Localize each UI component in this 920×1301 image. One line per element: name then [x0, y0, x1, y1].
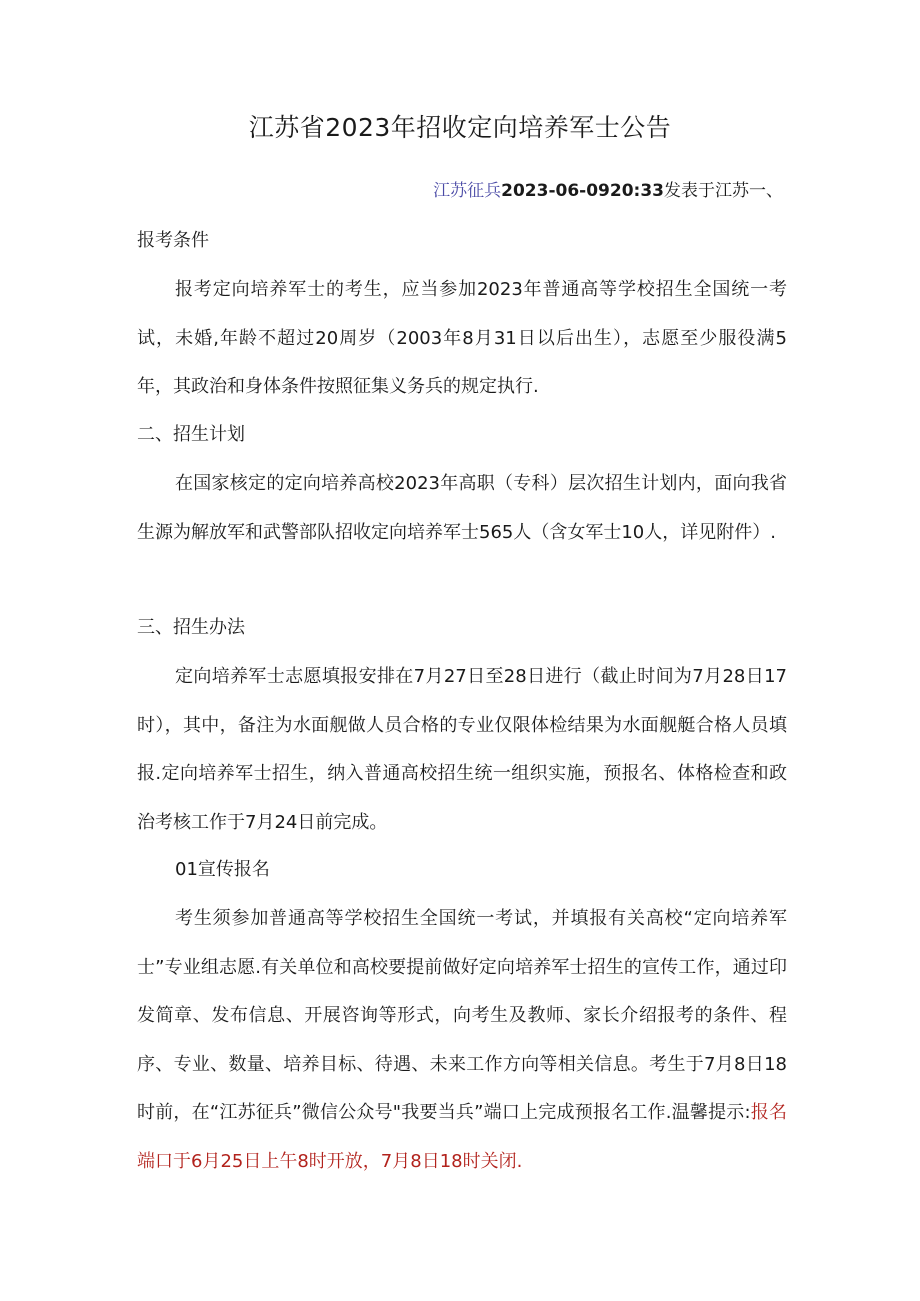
publish-timestamp: 2023-06-0920:33 [501, 181, 664, 201]
section-heading-plan: 二、招生计划 [137, 424, 245, 445]
section-heading-requirements: 报考条件 [137, 230, 209, 251]
page-title: 江苏省2023年招收定向培养军士公告 [248, 113, 672, 142]
section-heading-method: 三、招生办法 [137, 617, 245, 638]
published-in-text: 发表于江苏一、 [664, 181, 783, 201]
registration-warning: 报名端口于6月25日上午8时开放，7月8日18时关闭. [137, 1102, 787, 1172]
source-link[interactable]: 江苏征兵 [433, 181, 502, 201]
requirements-paragraph: 报考定向培养军士的考生，应当参加2023年普通高等学校招生全国统一考试，未婚,年龄不超过20周岁（2003年8月31日以后出生），志愿至少服役满5年，其政治和身体条件按照征集义务兵的规定执行. [137, 279, 787, 397]
method-paragraph: 定向培养军士志愿填报安排在7月27日至28日进行（截止时间为7月28日17时），其中，备注为水面舰做人员合格的专业仅限体检结果为水面舰艇合格人员填报.定向培养军士招生，纳入普通高校招生统一组织实施，预报名、体格检查和政治考核工作于7月24日前完成。 [137, 666, 787, 833]
plan-paragraph: 在国家核定的定向培养高校2023年高职（专科）层次招生计划内，面向我省生源为解放军和武警部队招收定向培养军士565人（含女军士10人，详见附件）. [137, 473, 787, 543]
promotion-text: 考生须参加普通高等学校招生全国统一考试，并填报有关高校“定向培养军士”专业组志愿.有关单位和高校要提前做好定向培养军士招生的宣传工作，通过印发简章、发布信息、开展咨询等形式，向考生及教师、家长介绍报考的条件、程序、专业、数量、培养目标、待遇、未来工作方向等相关信息。考生于7月8日18时前，在“江苏征兵”微信公众号"我要当兵”端口上完成预报名工作.温馨提示: [137, 908, 787, 1123]
promotion-paragraph [137, 895, 787, 1186]
article-meta [433, 178, 783, 204]
sub-heading-promotion: 01宣传报名 [175, 859, 270, 880]
